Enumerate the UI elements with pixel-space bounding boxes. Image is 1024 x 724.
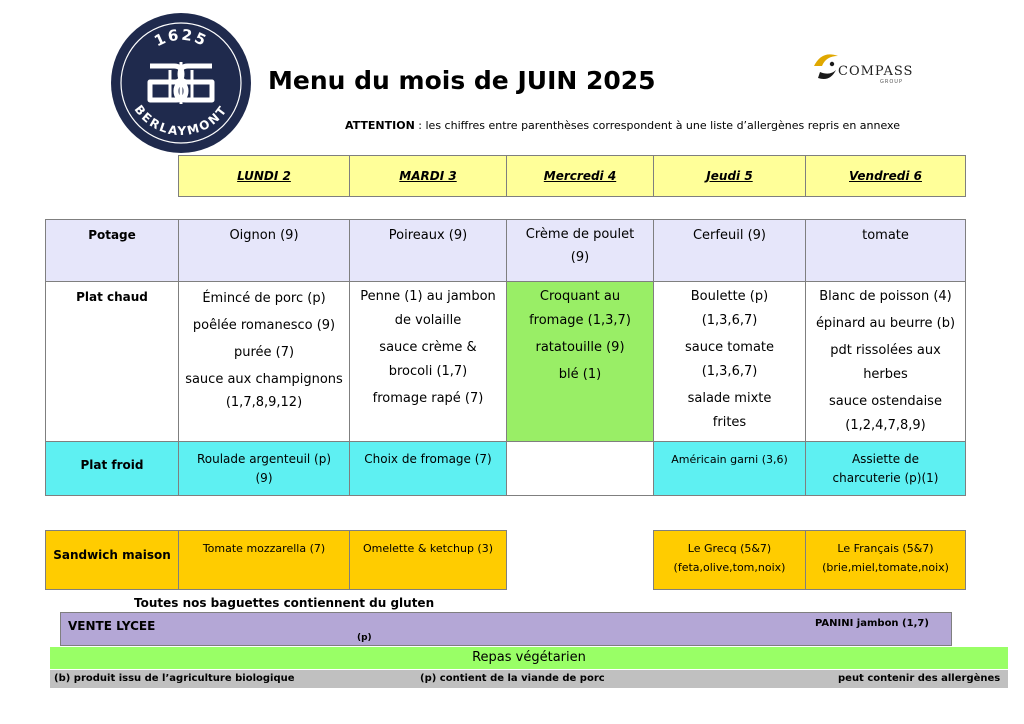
attention-text: : les chiffres entre parenthèses correspondent à une liste d’allergènes repris en annexe xyxy=(414,119,900,132)
menu-line: herbes xyxy=(863,367,908,382)
logo-year: 1625 xyxy=(151,25,211,51)
menu-line: fromage (1,3,7) xyxy=(529,313,631,328)
menu-line: Boulette (p) xyxy=(690,289,769,304)
row-label-potage: Potage xyxy=(45,219,179,282)
attention-note xyxy=(345,119,900,132)
plat-froid-cell-lundi xyxy=(178,441,350,496)
legend-allergenes: peut contenir des allergènes xyxy=(838,673,1001,684)
menu-line: Crème de poulet xyxy=(525,227,635,242)
day-header-lundi: LUNDI 2 xyxy=(178,155,350,197)
menu-line: de volaille xyxy=(394,313,462,328)
row-label-plat-chaud: Plat chaud xyxy=(45,281,179,442)
menu-line: poêlée romanesco (9) xyxy=(192,318,336,333)
menu-line: Omelette & ketchup (3) xyxy=(362,542,494,555)
menu-line: Poireaux (9) xyxy=(388,228,468,243)
vente-lycee-porc-mark: (p) xyxy=(357,633,372,643)
vente-lycee-label: VENTE LYCEE xyxy=(68,619,156,633)
menu-line: Roulade argenteuil (p) xyxy=(196,452,332,466)
plat-chaud-cell-vendredi xyxy=(805,281,966,442)
sandwich-cell-lundi xyxy=(178,530,350,590)
menu-line: Blanc de poisson (4) xyxy=(819,289,952,304)
menu-line: épinard au beurre (b) xyxy=(815,316,956,331)
menu-line: Croquant au xyxy=(539,289,621,304)
menu-line: sauce ostendaise xyxy=(829,394,942,409)
legend-porc: (p) contient de la viande de porc xyxy=(420,673,605,684)
day-header-vendredi: Vendredi 6 xyxy=(805,155,966,197)
sandwich-cell-mardi xyxy=(349,530,507,590)
plat-froid-cell-jeudi xyxy=(653,441,806,496)
menu-line: (1,3,6,7) xyxy=(701,313,758,328)
potage-cell-vendredi xyxy=(805,219,966,282)
menu-line: Penne (1) au jambon xyxy=(360,289,496,304)
menu-line: Le Français (5&7) xyxy=(837,542,934,555)
menu-line: Oignon (9) xyxy=(229,228,299,243)
berlaymont-logo xyxy=(110,12,252,154)
compass-group: GROUP xyxy=(880,79,903,85)
menu-line: blé (1) xyxy=(558,367,602,382)
menu-line: (brie,miel,tomate,noix) xyxy=(822,561,949,574)
menu-line: Tomate mozzarella (7) xyxy=(202,542,326,555)
menu-line: Américain garni (3,6) xyxy=(671,453,788,466)
menu-line: ratatouille (9) xyxy=(535,340,625,355)
plat-chaud-cell-lundi xyxy=(178,281,350,442)
day-header-mardi: MARDI 3 xyxy=(349,155,507,197)
menu-line: (9) xyxy=(255,471,273,485)
plat-froid-cell-mercredi xyxy=(506,441,654,496)
menu-line: sauce aux champignons xyxy=(185,372,343,387)
plat-chaud-cell-mardi xyxy=(349,281,507,442)
attention-label: ATTENTION xyxy=(345,119,415,132)
menu-line: tomate xyxy=(862,228,909,243)
menu-line: Émincé de porc (p) xyxy=(202,291,326,306)
menu-line: salade mixte xyxy=(687,391,772,406)
sandwich-cell-vendredi xyxy=(805,530,966,590)
logo-monogram xyxy=(150,62,212,104)
menu-line: (1,7,8,9,12) xyxy=(225,395,303,410)
menu-line: (9) xyxy=(570,250,590,265)
plat-froid-cell-mardi xyxy=(349,441,507,496)
sandwich-cell-jeudi xyxy=(653,530,806,590)
logo-name: BERLAYMONT xyxy=(131,102,231,139)
menu-line: fromage rapé (7) xyxy=(372,391,484,406)
menu-line: charcuterie (p)(1) xyxy=(832,471,939,485)
plat-froid-cell-vendredi xyxy=(805,441,966,496)
legend-bio: (b) produit issu de l’agriculture biologique xyxy=(54,673,295,684)
menu-line: brocoli (1,7) xyxy=(388,364,468,379)
compass-brand: COMPASS xyxy=(838,64,914,79)
row-label-plat-froid: Plat froid xyxy=(45,441,179,496)
vente-lycee-panini: PANINI jambon (1,7) xyxy=(815,618,929,629)
menu-line: purée (7) xyxy=(233,345,295,360)
vegetarian-legend: Repas végétarien xyxy=(50,647,1008,669)
menu-line: Cerfeuil (9) xyxy=(692,228,766,243)
menu-line: sauce tomate xyxy=(684,340,775,355)
menu-line: (1,2,4,7,8,9) xyxy=(845,418,926,433)
day-header-mercredi: Mercredi 4 xyxy=(506,155,654,197)
menu-line: (feta,olive,tom,noix) xyxy=(673,561,786,574)
page-title: Menu du mois de JUIN 2025 xyxy=(268,66,656,95)
menu-line: frites xyxy=(712,415,747,430)
potage-cell-mardi xyxy=(349,219,507,282)
row-label-sandwich: Sandwich maison xyxy=(45,530,179,590)
plat-chaud-cell-jeudi xyxy=(653,281,806,442)
menu-line: Choix de fromage (7) xyxy=(364,452,492,466)
menu-line: Assiette de xyxy=(851,452,920,466)
potage-cell-lundi xyxy=(178,219,350,282)
potage-cell-mercredi xyxy=(506,219,654,282)
menu-line: sauce crème & xyxy=(379,340,477,355)
potage-cell-jeudi xyxy=(653,219,806,282)
plat-chaud-cell-mercredi xyxy=(506,281,654,442)
menu-line: (1,3,6,7) xyxy=(701,364,758,379)
day-header-jeudi: Jeudi 5 xyxy=(653,155,806,197)
menu-line: Le Grecq (5&7) xyxy=(687,542,772,555)
menu-line: pdt rissolées aux xyxy=(830,343,941,358)
gluten-note: Toutes nos baguettes contiennent du gluten xyxy=(134,596,435,610)
